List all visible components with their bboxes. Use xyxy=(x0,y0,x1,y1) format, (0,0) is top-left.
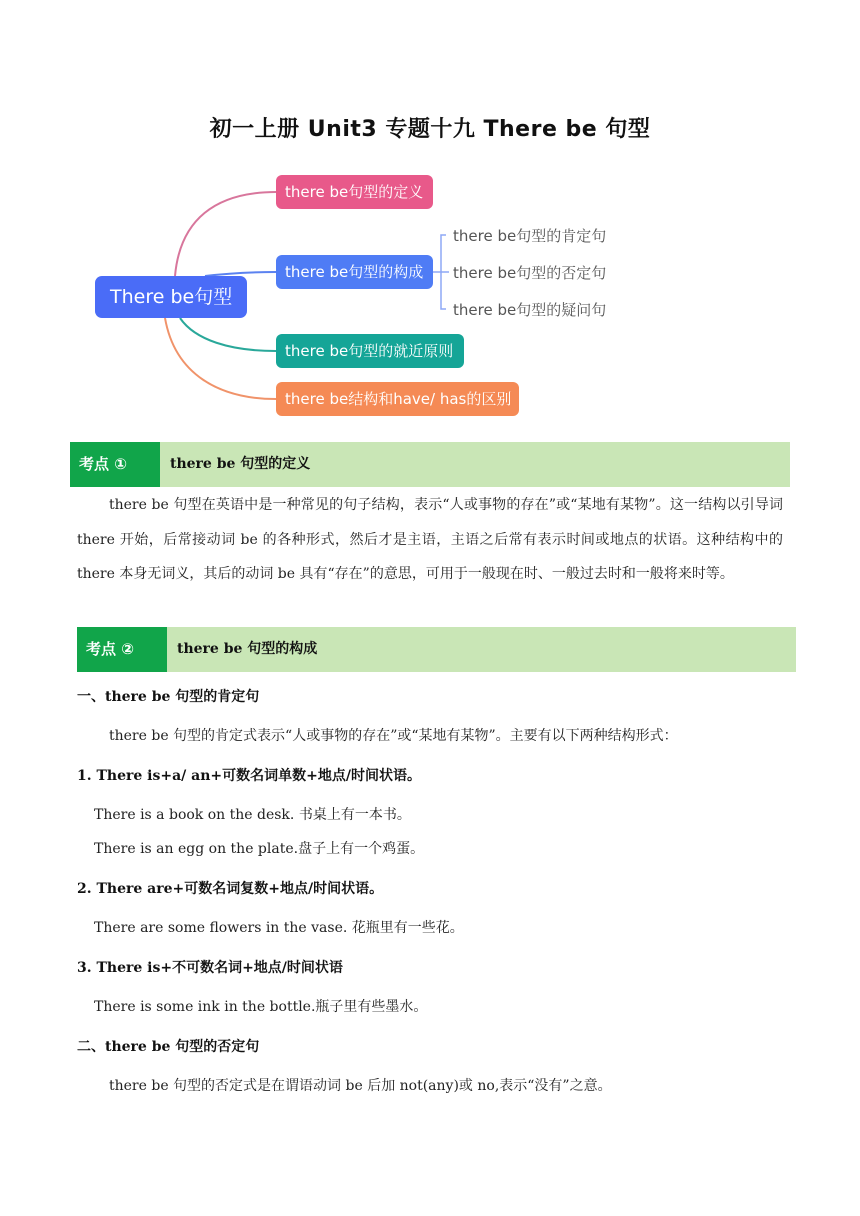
mind-map-leaf-negative: there be句型的否定句 xyxy=(453,264,607,282)
section-header-2 xyxy=(77,627,796,672)
mind-map-branch-have-has: there be结构和have/ has的区别 xyxy=(276,382,519,416)
definition-paragraph: there be 句型在英语中是一种常见的句子结构，表示“人或事物的存在”或“某地有某物”。这一结构以引导词 there 开始，后常接动词 be 的各种形式，然后才是主语，主语之后常有表示时间或地点的状语。这种结构中的 there 本身无词义，其后的动词 be 具有“存在”的意思，可用于一般现在时、一般过去时和一般将来时等。 xyxy=(77,497,783,582)
mind-map xyxy=(0,160,860,430)
mind-map-branch-proximity: there be句型的就近原则 xyxy=(276,334,464,368)
mind-map-branch-definition: there be句型的定义 xyxy=(276,175,433,209)
subheading-affirmative: 一、there be 句型的肯定句 xyxy=(77,689,260,705)
page-title: 初一上册 Unit3 专题十九 There be 句型 xyxy=(209,117,651,142)
subheading-negative: 二、there be 句型的否定句 xyxy=(77,1039,260,1055)
section-title-2: there be 句型的构成 xyxy=(177,641,318,657)
rule-2: 2. There are+可数名词复数+地点/时间状语。 xyxy=(77,881,384,897)
example-2a: There are some flowers in the vase. 花瓶里有一些花。 xyxy=(94,920,464,936)
connector-subbranches xyxy=(433,235,449,309)
rule-1: 1. There is+a/ an+可数名词单数+地点/时间状语。 xyxy=(77,768,421,784)
example-3a: There is some ink in the bottle.瓶子里有些墨水。 xyxy=(94,999,428,1015)
connector-have-has xyxy=(165,318,276,399)
example-1a: There is a book on the desk. 书桌上有一本书。 xyxy=(94,807,411,823)
connector-proximity xyxy=(180,318,276,351)
affirmative-intro: there be 句型的肯定式表示“人或事物的存在”或“某地有某物”。主要有以下两种结构形式： xyxy=(109,728,678,744)
mind-map-branch-structure: there be句型的构成 xyxy=(276,255,433,289)
connector-definition xyxy=(175,192,276,276)
mind-map-root: There be句型 xyxy=(95,276,247,318)
section-header-1 xyxy=(70,442,790,487)
rule-3: 3. There is+不可数名词+地点/时间状语 xyxy=(77,960,343,976)
example-1b: There is an egg on the plate.盘子上有一个鸡蛋。 xyxy=(94,841,425,857)
mind-map-leaf-affirmative: there be句型的肯定句 xyxy=(453,227,607,245)
section-title-1: there be 句型的定义 xyxy=(170,456,311,472)
negative-intro: there be 句型的否定式是在谓语动词 be 后加 not(any)或 no,表示“没有”之意。 xyxy=(109,1078,612,1094)
mind-map-leaf-interrogative: there be句型的疑问句 xyxy=(453,301,607,319)
section-tag-2: 考点 ② xyxy=(77,627,167,672)
section-tag-1: 考点 ① xyxy=(70,442,160,487)
